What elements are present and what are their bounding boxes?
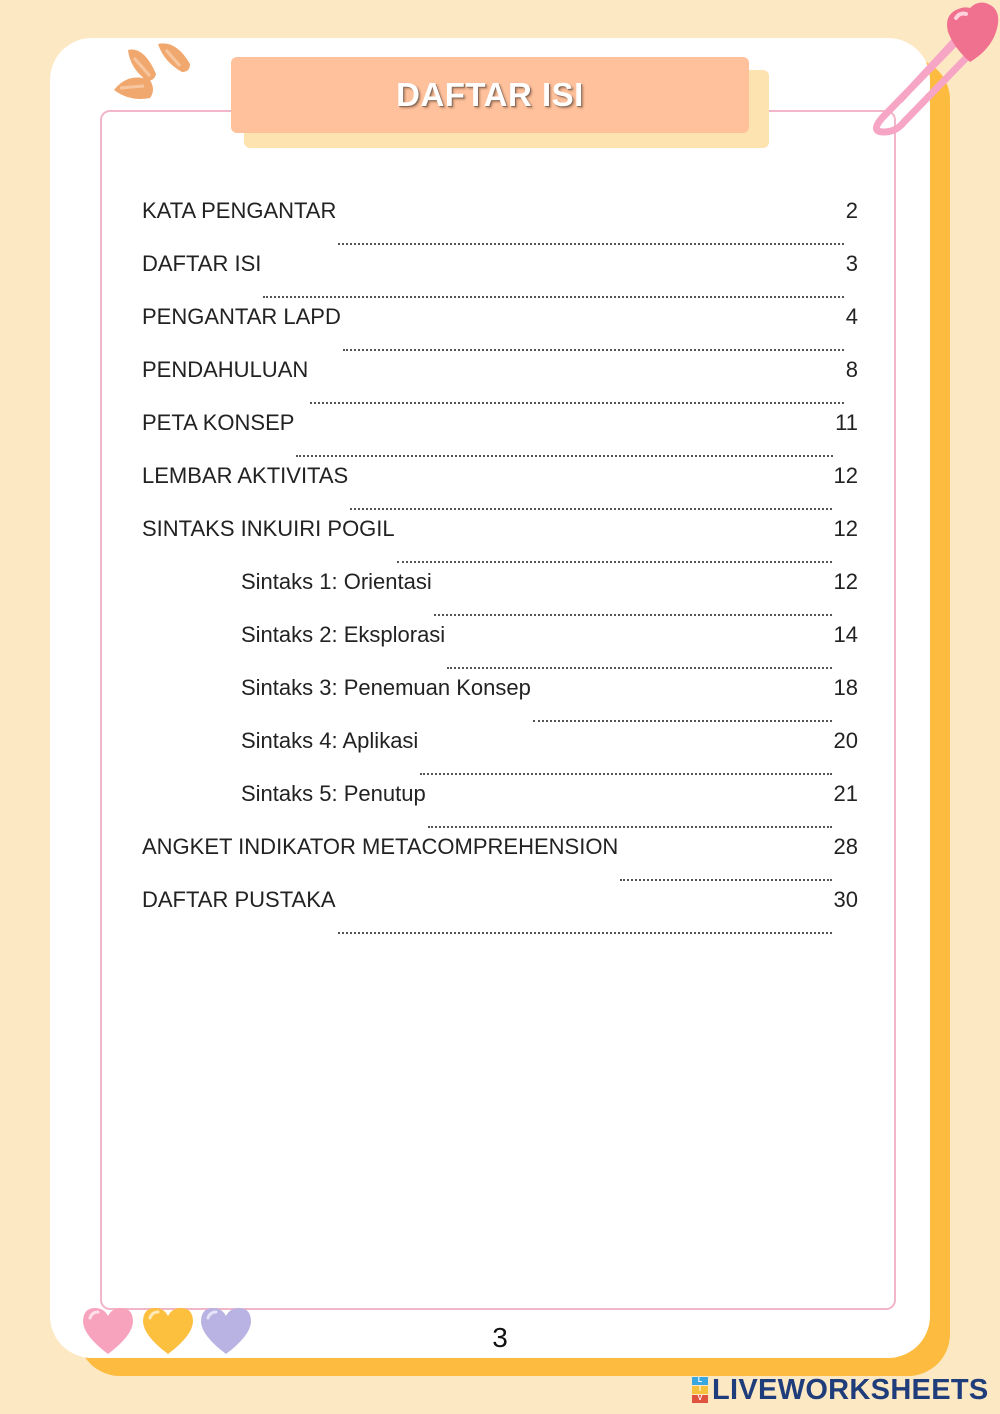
toc-leader-dots bbox=[434, 614, 832, 616]
toc-item-label: SINTAKS INKUIRI POGIL bbox=[142, 516, 395, 541]
toc-item-label: Sintaks 1: Orientasi bbox=[241, 569, 432, 594]
toc-leader-dots bbox=[397, 561, 832, 563]
hearts-decoration-icon bbox=[80, 1304, 256, 1356]
toc-item-page: 11 bbox=[835, 410, 858, 435]
toc-subitem[interactable] bbox=[142, 622, 858, 675]
toc-item[interactable] bbox=[142, 410, 858, 463]
toc-item-label: LEMBAR AKTIVITAS bbox=[142, 463, 349, 488]
toc-item-label: PENGANTAR LAPD bbox=[142, 304, 341, 329]
toc-item-page: 28 bbox=[833, 834, 858, 859]
toc-leader-dots bbox=[447, 667, 831, 669]
toc-item-label: PENDAHULUAN bbox=[142, 357, 309, 382]
toc-item[interactable] bbox=[142, 357, 858, 410]
toc-item-label: Sintaks 5: Penutup bbox=[241, 781, 426, 806]
leaf-decoration-icon bbox=[110, 38, 200, 108]
yellow-heart-icon bbox=[143, 1308, 193, 1354]
toc-subitem[interactable] bbox=[142, 675, 858, 728]
toc-leader-dots bbox=[620, 879, 831, 881]
toc-subitem[interactable] bbox=[142, 781, 858, 834]
brand-logo-icon: L I V bbox=[692, 1377, 708, 1403]
toc-item-label: PETA KONSEP bbox=[142, 410, 295, 435]
toc-item-label: Sintaks 2: Eksplorasi bbox=[241, 622, 446, 647]
toc-subitem[interactable] bbox=[142, 728, 858, 781]
heart-paperclip-icon bbox=[862, 0, 1000, 136]
toc-leader-dots bbox=[310, 402, 843, 404]
table-of-contents bbox=[142, 198, 858, 940]
toc-leader-dots bbox=[350, 508, 831, 510]
toc-item-page: 30 bbox=[833, 887, 858, 912]
liveworksheets-brand[interactable] bbox=[692, 1374, 989, 1406]
toc-item-page: 14 bbox=[833, 622, 858, 647]
toc-item-page: 18 bbox=[833, 675, 858, 700]
toc-leader-dots bbox=[338, 243, 843, 245]
toc-item-page: 4 bbox=[845, 304, 858, 329]
toc-item-page: 3 bbox=[845, 251, 858, 276]
pink-heart-icon bbox=[83, 1308, 133, 1354]
toc-item[interactable] bbox=[142, 887, 858, 940]
toc-item-label: DAFTAR ISI bbox=[142, 251, 262, 276]
toc-leader-dots bbox=[263, 296, 843, 298]
toc-item-label: KATA PENGANTAR bbox=[142, 198, 337, 223]
toc-leader-dots bbox=[420, 773, 831, 775]
toc-item[interactable] bbox=[142, 304, 858, 357]
toc-item-label: DAFTAR PUSTAKA bbox=[142, 887, 336, 912]
toc-item-page: 21 bbox=[833, 781, 858, 806]
toc-item[interactable] bbox=[142, 251, 858, 304]
toc-item-label: ANGKET INDIKATOR METACOMPREHENSION bbox=[142, 834, 619, 859]
toc-leader-dots bbox=[343, 349, 844, 351]
toc-leader-dots bbox=[428, 826, 832, 828]
toc-item-page: 2 bbox=[845, 198, 858, 223]
toc-item[interactable] bbox=[142, 516, 858, 569]
toc-subitem[interactable] bbox=[142, 569, 858, 622]
toc-leader-dots bbox=[296, 455, 833, 457]
purple-heart-icon bbox=[201, 1308, 251, 1354]
page-title: DAFTAR ISI bbox=[396, 76, 584, 113]
toc-item-page: 12 bbox=[833, 463, 858, 488]
title-banner bbox=[231, 57, 749, 133]
page-number: 3 bbox=[492, 1322, 508, 1353]
toc-item-label: Sintaks 3: Penemuan Konsep bbox=[241, 675, 531, 700]
toc-item[interactable] bbox=[142, 834, 858, 887]
brand-name: LIVEWORKSHEETS bbox=[712, 1373, 989, 1406]
toc-leader-dots bbox=[533, 720, 832, 722]
toc-item-page: 20 bbox=[833, 728, 858, 753]
toc-item-page: 12 bbox=[833, 569, 858, 594]
toc-item-page: 12 bbox=[833, 516, 858, 541]
toc-item[interactable] bbox=[142, 463, 858, 516]
toc-item-page: 8 bbox=[845, 357, 858, 382]
toc-item[interactable] bbox=[142, 198, 858, 251]
toc-leader-dots bbox=[338, 932, 832, 934]
toc-item-label: Sintaks 4: Aplikasi bbox=[241, 728, 419, 753]
